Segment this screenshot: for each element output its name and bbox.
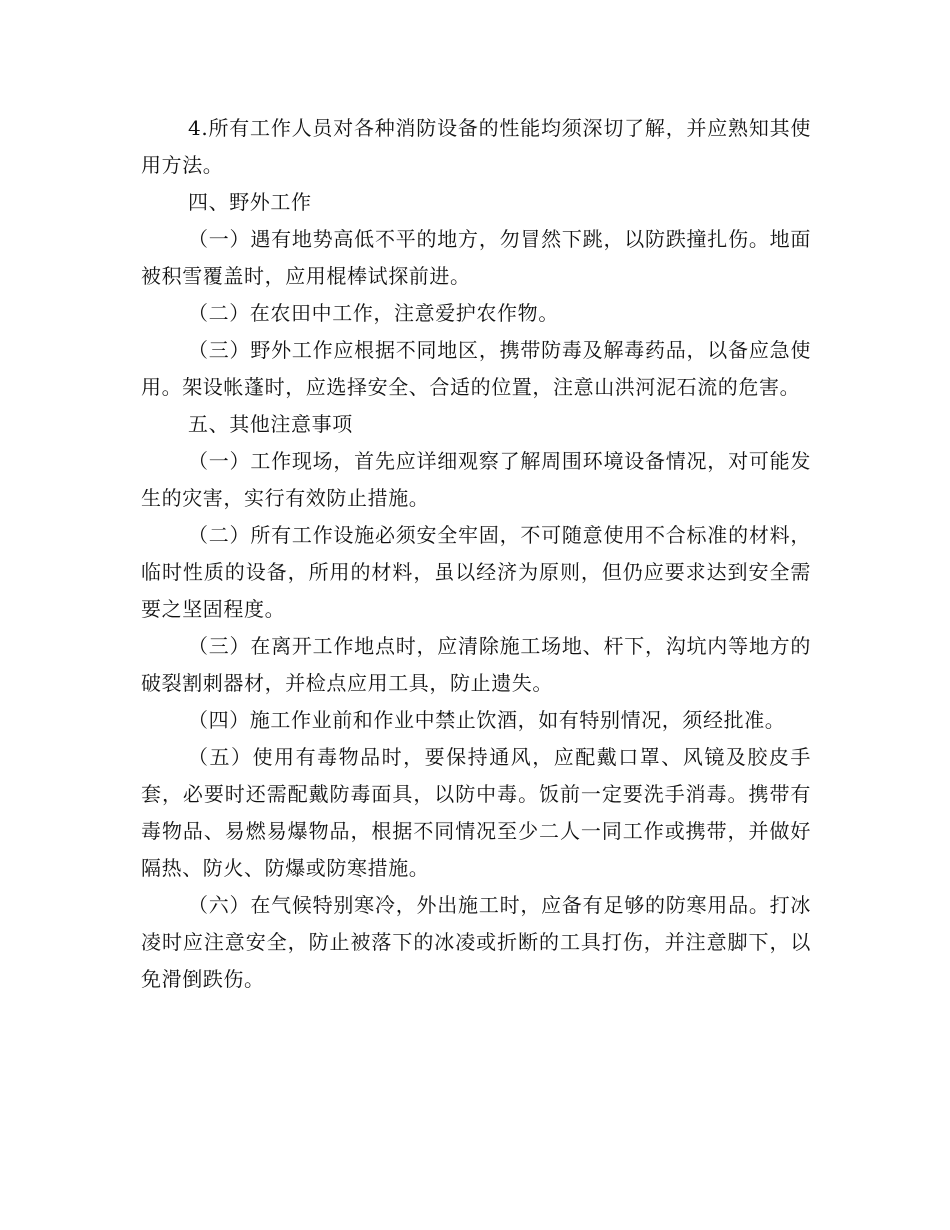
document-body [141,110,811,998]
paragraph-field-1: （一）遇有地势高低不平的地方，勿冒然下跳，以防跌撞扎伤。地面被积雪覆盖时，应用棍棒试探前进。 [141,227,811,288]
section-heading-other-notes: 五、其他注意事项 [188,412,353,436]
paragraph-other-1: （一）工作现场，首先应详细观察了解周围环境设备情况，对可能发生的灾害，实行有效防止措施。 [141,449,811,510]
paragraph-other-4: （四）施工作业前和作业中禁止饮酒，如有特别情况，须经批准。 [188,708,786,732]
section-heading-field-work: 四、野外工作 [188,190,312,214]
paragraph-other-5: （五）使用有毒物品时，要保持通风，应配戴口罩、风镜及胶皮手套，必要时还需配戴防毒面具，以防中毒。饭前一定要洗手消毒。携带有毒物品、易燃易爆物品，根据不同情况至少二人一同工作或携带，并做好隔热、防火、防爆或防寒措施。 [141,745,811,880]
paragraph-field-3: （三）野外工作应根据不同地区，携带防毒及解毒药品，以备应急使用。架设帐蓬时，应选择安全、合适的位置，注意山洪河泥石流的危害。 [141,338,811,399]
paragraph-other-2: （二）所有工作设施必须安全牢固，不可随意使用不合标准的材料，临时性质的设备，所用的材料，虽以经济为原则，但仍应要求达到安全需要之坚固程度。 [141,523,811,621]
paragraph-field-2: （二）在农田中工作，注意爱护农作物。 [188,301,559,325]
paragraph-other-3: （三）在离开工作地点时，应清除施工场地、杆下，沟坑内等地方的破裂割刺器材，并检点应用工具，防止遗失。 [141,634,811,695]
paragraph-fire-equipment: 4.所有工作人员对各种消防设备的性能均须深切了解，并应熟知其使用方法。 [141,116,811,177]
paragraph-other-6: （六）在气候特别寒冷，外出施工时，应备有足够的防寒用品。打冰凌时应注意安全，防止被落下的冰凌或折断的工具打伤，并注意脚下，以免滑倒跌伤。 [141,893,811,991]
